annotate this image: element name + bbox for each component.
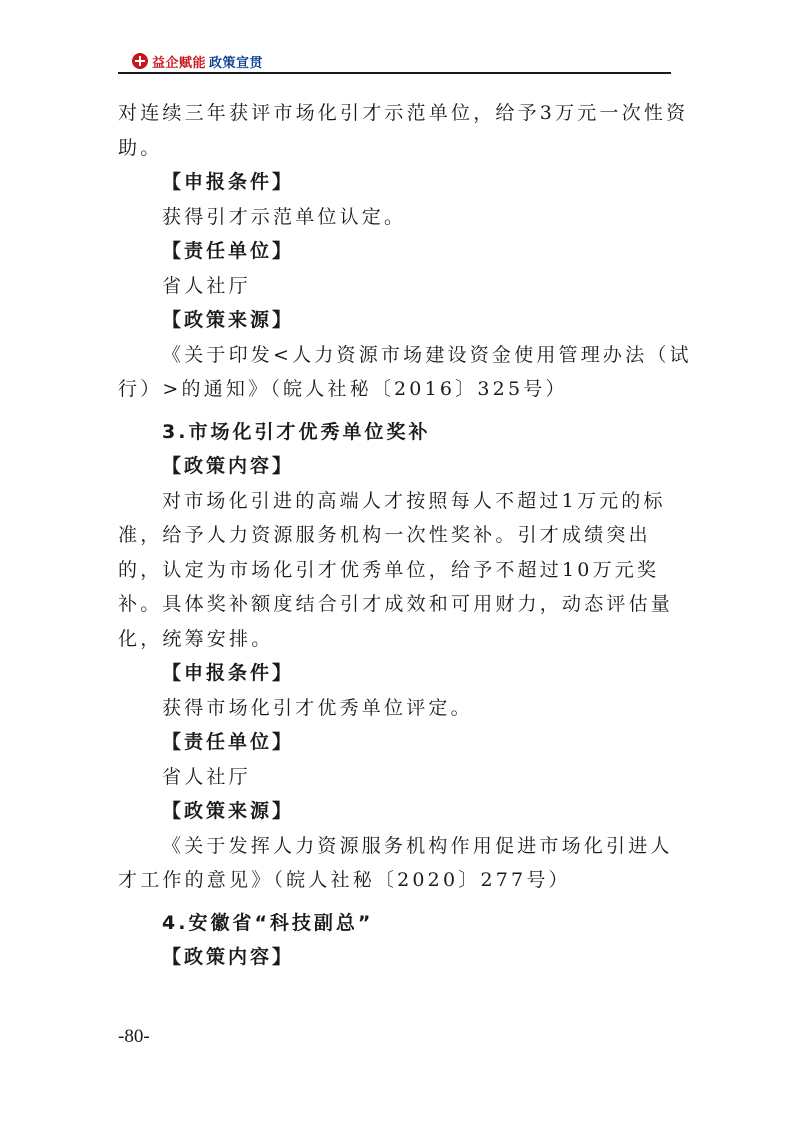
text-line: 《关于发挥人力资源服务机构作用促进市场化引进人 (162, 834, 673, 857)
text-line: 的，认定为市场化引才优秀单位，给予不超过10万元奖 (118, 558, 660, 581)
text-line: 《关于印发<人力资源市场建设资金使用管理办法（试 (162, 343, 692, 366)
section-heading: 3.市场化引才优秀单位奖补 (162, 420, 431, 443)
logo-icon (132, 53, 148, 69)
brand-subtitle: 政策宣贯 (209, 56, 264, 71)
brand-title: 益企赋能 政策宣贯 (152, 56, 264, 71)
section-heading: 【责任单位】 (162, 240, 295, 262)
section-heading: 【责任单位】 (162, 731, 295, 753)
document-body (118, 96, 692, 975)
section-heading: 【政策来源】 (162, 800, 295, 822)
text-line: 补。具体奖补额度结合引才成效和可用财力，动态评估量 (118, 593, 674, 615)
text-line: 获得市场化引才优秀单位评定。 (162, 696, 473, 719)
text-line: 省人社厅 (162, 765, 251, 788)
section-heading: 【申报条件】 (162, 662, 295, 684)
text-line: 对连续三年获评市场化引才示范单位，给予3万元一次性资 (118, 102, 689, 124)
page-header (118, 50, 671, 74)
section-heading: 【政策来源】 (162, 309, 295, 331)
section-heading: 【政策内容】 (162, 455, 295, 477)
text-line: 助。 (118, 136, 163, 159)
section-gap (118, 407, 678, 415)
header-divider (118, 72, 671, 74)
page-number: -80- (118, 1026, 150, 1047)
section-gap (118, 898, 678, 906)
text-line: 省人社厅 (162, 274, 251, 297)
section-heading: 4.安徽省“科技副总” (162, 911, 374, 934)
text-line: 获得引才示范单位认定。 (162, 205, 407, 228)
text-line: 对市场化引进的高端人才按照每人不超过1万元的标 (162, 489, 666, 512)
text-line: 才工作的意见》（皖人社秘〔2020〕277号） (118, 869, 571, 891)
section-heading: 【申报条件】 (162, 171, 295, 193)
text-line: 行）>的通知》（皖人社秘〔2016〕325号） (118, 378, 568, 400)
text-line: 准，给予人力资源服务机构一次性奖补。引才成绩突出 (118, 524, 651, 546)
section-heading: 【政策内容】 (162, 946, 295, 968)
text-line: 化，统筹安排。 (118, 627, 274, 650)
